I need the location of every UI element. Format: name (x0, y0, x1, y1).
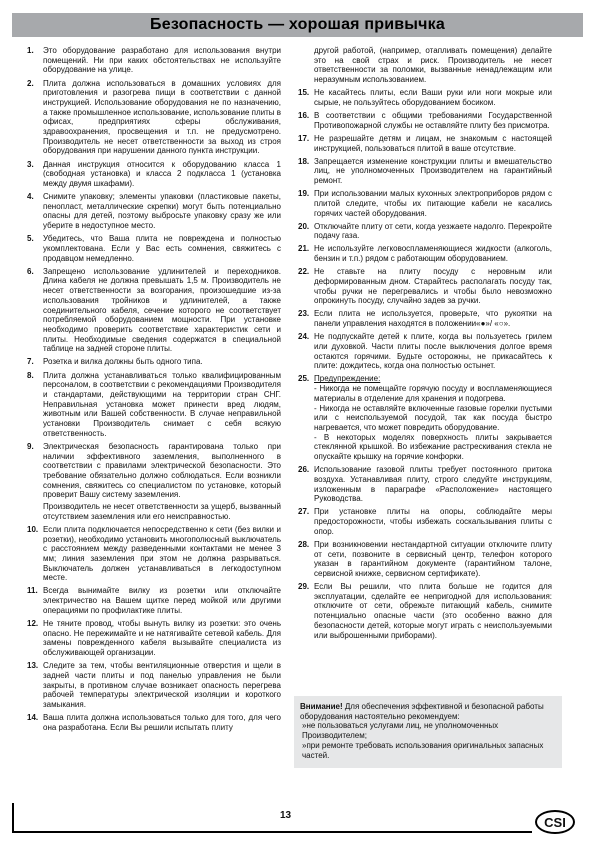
logo-text: CSI (544, 814, 566, 830)
list-item (298, 507, 552, 536)
item-text: Снимите упаковку; элементы упаковки (пластиковые пакеты, пенопласт, металлические скрепки) могут быть потенциально опасны для детей, поэтому выбросьте упаковку сразу же или уберите в недоступное место. (43, 192, 281, 231)
list-item (298, 157, 552, 186)
warning-line: - Никогда не помещайте горячую посуду и воспламеняющиеся материалы в отделение для хранения и подогрева. (314, 384, 552, 403)
item-text: При возникновении нестандартной ситуации отключите плиту от сети, позвоните в сервисный центр, телефон которого указан в гарантийном документе (гарантийном талоне, сервисной книжке, сервисном сертификате). (314, 539, 552, 578)
list-item (298, 582, 552, 640)
item-text-paragraph: Производитель не несет ответственности за ущерб, вызванный отсутствием заземления или его неисправностью. (43, 502, 281, 521)
list-item (27, 267, 281, 354)
item-text: Ваша плита должна использоваться только для того, для чего она разработана. Если Вы решили испытать плиту (43, 713, 281, 732)
list-item (27, 525, 281, 583)
item-text: Не тяните провод, чтобы вынуть вилку из розетки: это очень опасно. Не пережимайте и не натягивайте сетевой кабель. Для замены поврежденного кабеля вызывайте специалиста из обслуживающей организации. (43, 618, 281, 658)
item-text: другой работой, (например, отапливать помещения) делайте это на свой страх и риск. Производитель не несет ответственности за поломки, вызванные ненадлежащим или неразумным использованием. (314, 46, 552, 85)
item-number: 19. (298, 189, 310, 199)
list-item (27, 79, 281, 157)
list-item (27, 713, 281, 732)
item-text: Это оборудование разработано для использования внутри помещений. Ни при каких обстоятельствах не используйте оборудование на улице. (43, 46, 281, 75)
item-number: 7. (27, 357, 34, 367)
item-text: Запрещено использование удлинителей и переходников. Длина кабеля не должна превышать 1,5 м. Производитель не несет ответственности за возгорания, произошедшие из-за использования тройников и удлинителей, а также соединительного кабеля, сечение которого не соответствует потребляемой оборудованием мощности. При установке необходимо проверить соответствие характеристик сети и плиты. Необходимые сведения содержатся в специальной таблице на задней стороне плиты. (43, 266, 281, 354)
list-item (298, 540, 552, 579)
item-number: 26. (298, 465, 310, 475)
item-text: Использование газовой плиты требует постоянного притока воздуха. Устанавливая плиту, строго следуйте инструкциям, изложенным в параграфе «Расположение» настоящего Руководства. (314, 465, 552, 504)
list-item-continued (298, 46, 552, 85)
item-text: Не касайтесь плиты, если Ваши руки или ноги мокрые или сырые, не пользуйтесь оборудованием босиком. (314, 88, 552, 107)
item-text: Розетка и вилка должны быть одного типа. (43, 357, 203, 367)
list-item (298, 111, 552, 130)
list-item (298, 267, 552, 306)
item-text: При установке плиты на опоры, соблюдайте меры предосторожности, чтобы избежать соскальзывания плиты с опор. (314, 507, 552, 536)
warning-line: - Никогда не оставляйте включенные газовые горелки пустыми или с неиспользуемой посудой, так как посуда быстро нагревается, что может повредить оборудование. (314, 403, 552, 432)
item-number: 16. (298, 111, 310, 120)
page-title: Безопасность — хорошая привычка (150, 16, 445, 33)
item-text: В соответствии с общими требованиями Государственной Противопожарной службы не оставляйте плиту без присмотра. (314, 111, 552, 130)
list-item (298, 222, 552, 241)
item-number: 13. (27, 661, 39, 671)
item-text: Не разрешайте детям и лицам, не знакомым с настоящей инструкцией, пользоваться плитой в ваше отсутствие. (314, 133, 552, 153)
item-number: 2. (27, 78, 34, 88)
item-number: 10. (27, 524, 39, 534)
item-number: 14. (27, 713, 39, 723)
attention-note-box (294, 696, 562, 768)
item-text: Электрическая безопасность гарантирована только при наличии эффективного заземления, выполненного в соответствии с правилами электрической безопасности. Это требование обязательно должно соблюдаться. Если возникли сомнения, свяжитесь со специалистом по установке, который проверит Вашу систему заземления. (43, 441, 281, 500)
item-number: 4. (27, 192, 34, 202)
item-text: Не ставьте на плиту посуду с неровным или деформированным дном. Старайтесь располагать посуду так, чтобы ручки не перегревались и чтобы было невозможно опрокинуть посуду, случайно задев за ручки. (314, 267, 552, 306)
item-number: 27. (298, 507, 310, 517)
item-number: 6. (27, 266, 34, 276)
list-item (298, 189, 552, 218)
warning-line: - В некоторых моделях поверхность плиты закрывается стеклянной крышкой. Во избежание растрескивания стекла не опускайте крышку на горячие конфорки. (314, 432, 552, 462)
item-number: 25. (298, 374, 310, 384)
list-item (27, 160, 281, 189)
item-text: Отключайте плиту от сети, когда уезжаете надолго. Перекройте подачу газа. (314, 221, 552, 241)
item-text: Если плита не используется, проверьте, что рукоятки на панели управления находятся в положении«●»/ «○». (314, 309, 552, 329)
warning-label: Предупреждение: (314, 374, 381, 384)
item-number: 28. (298, 539, 310, 549)
item-text: Если плита подключается непосредственно к сети (без вилки и розетки), необходимо установить многополюсный выключатель с расстоянием между разведенными контактами не менее 3 мм; линия заземления при этом не должна разрываться. Выключатель должен устанавливаться в легкодоступном месте. (43, 524, 281, 583)
item-number: 12. (27, 618, 39, 628)
page-title-bar (12, 13, 583, 37)
list-item (298, 134, 552, 153)
left-column (27, 46, 281, 736)
list-item (298, 332, 552, 371)
item-number: 24. (298, 332, 310, 342)
item-number: 8. (27, 370, 34, 380)
list-item (27, 46, 281, 75)
item-number: 5. (27, 234, 34, 244)
item-text: Плита должна устанавливаться только квалифицированным персоналом, в соответствии с рекомендациями Производителя и стандартами, действующими на территории стран СНГ. Неправильная установка может принести вред людям, животным или Вашей собственности. В случае неправильной установки Производитель снимает с себя всякую ответственность. (43, 370, 281, 438)
item-number: 18. (298, 156, 310, 166)
item-text: Плита должна использоваться в домашних условиях для приготовления и разогрева пищи в соответствии с данной инструкцией. Использование оборудования не по назначению, а также промышленное использование, использование плиты в офисах, предприятиях сферы обслуживания, здравоохранения, просвещения и т.п. не предусмотрено. Производитель не несет ответственности за выход из строя оборудования при нарушении данного пункта инструкции. (43, 78, 281, 156)
item-text: Данная инструкция относится к оборудованию класса 1 (свободная установка) и класса 2 подкласса 1 (установка между двумя шкафами). (43, 159, 281, 188)
item-number: 1. (27, 46, 34, 55)
list-item (27, 192, 281, 231)
item-text: При использовании малых кухонных электроприборов рядом с плитой следите, чтобы их питающие кабели не касались горячих частей оборудования. (314, 189, 552, 218)
item-number: 23. (298, 309, 310, 319)
item-number: 9. (27, 441, 34, 451)
list-item (298, 465, 552, 504)
item-text: Не подпускайте детей к плите, когда вы пользуетесь грилем или духовкой. Части плиты после выключения долгое время остаются горячими. Будьте осторожны, не прикасайтесь к плите: дождитесь, когда она полностью остынет. (314, 332, 552, 371)
list-item (27, 234, 281, 263)
item-number: 11. (27, 586, 38, 596)
list-item (27, 619, 281, 658)
list-item (27, 371, 281, 439)
attention-text: Для обеспечения эффективной и безопасной работы оборудования настоятельно рекомендуем: (300, 702, 544, 721)
list-item (298, 309, 552, 328)
item-number: 22. (298, 267, 310, 277)
item-number: 29. (298, 582, 310, 592)
item-number: 21. (298, 244, 310, 254)
attention-bullet: »при ремонте требовать использования оригинальных запасных частей. (302, 740, 544, 760)
list-item (27, 661, 281, 710)
list-item (27, 442, 281, 522)
warning-item (298, 374, 552, 461)
csi-logo (535, 810, 575, 834)
footer-rule (12, 831, 532, 833)
item-text: Не используйте легковоспламеняющиеся жидкости (алкоголь, бензин и т.п.) рядом с работающим оборудованием. (314, 244, 552, 264)
footer-corner-line (12, 803, 14, 833)
list-item (27, 357, 281, 367)
item-number: 15. (298, 88, 310, 98)
item-text: Убедитесь, что Ваша плита не повреждена и полностью укомплектована. Если у Вас есть сомнения, свяжитесь с продавцом немедленно. (43, 234, 281, 263)
list-item (298, 244, 552, 263)
item-number: 17. (298, 133, 310, 143)
item-number: 3. (27, 159, 34, 169)
right-column (298, 46, 552, 644)
item-text: Запрещается изменение конструкции плиты и вмешательство лиц, не уполномоченных Производителем на гарантийный ремонт. (314, 156, 552, 185)
item-text: Если Вы решили, что плита больше не годится для эксплуатации, сделайте ее непригодной для использования: отключите от сети, обрежьте питающий кабель, снимите потенциально опасные части (это особенно важно для безопасности детей, которые могут играть с неиспользуемыми или выброшенными приборами). (314, 582, 552, 640)
item-text: Всегда вынимайте вилку из розетки или отключайте электричество на Вашем щитке перед мойкой или другими операциями по профилактике плиты. (43, 586, 281, 615)
item-text: Следите за тем, чтобы вентиляционные отверстия и щели в задней части плиты и под панелью управления не были закрыты, в противном случае возникает опасность перегрева рабочей температуры электрической изоляции и короткого замыкания. (43, 661, 281, 709)
item-number: 20. (298, 221, 310, 231)
page-number: 13 (280, 810, 292, 821)
attention-bullet: »не пользоваться услугами лиц, не уполномоченных Производителем; (302, 721, 499, 741)
list-item (27, 586, 281, 615)
list-item (298, 88, 552, 107)
attention-label: Внимание! (300, 702, 343, 711)
